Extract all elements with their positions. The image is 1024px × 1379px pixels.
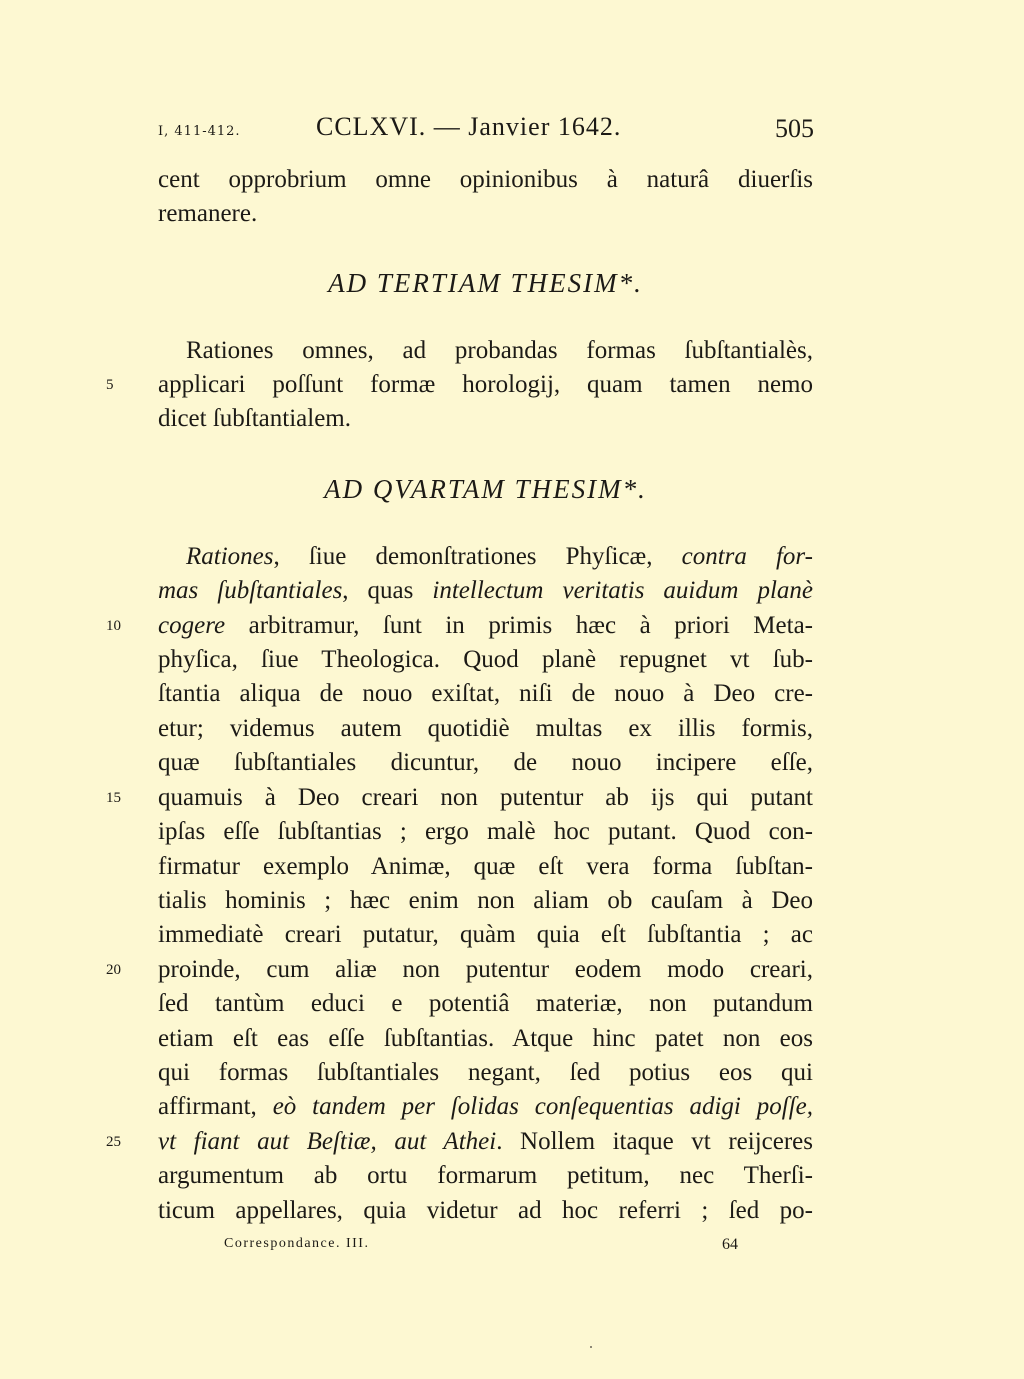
line-number: 5 bbox=[106, 377, 114, 393]
text-line bbox=[158, 1090, 813, 1124]
text-line: argumentum ab ortu formarum petitum, nec Therſi- bbox=[158, 1162, 813, 1189]
text-segment: , ſiue demonſtrationes Phyſicæ, bbox=[273, 543, 682, 570]
text-line bbox=[158, 574, 813, 608]
text-line bbox=[186, 540, 813, 574]
text-segment: affirmant, bbox=[158, 1093, 273, 1120]
text-line: Rationes omnes, ad probandas formas ſubſtantialès, bbox=[186, 337, 813, 364]
text-line: ipſas eſſe ſubſtantias ; ergo malè hoc putant. Quod con- bbox=[158, 818, 813, 845]
text-line: cent opprobrium omne opinionibus à naturâ diuerſis bbox=[158, 166, 813, 193]
text-line: quæ ſubſtantiales dicuntur, de nouo incipere eſſe, bbox=[158, 749, 813, 776]
italic-text: vt fiant aut Beſtiæ, aut Athei bbox=[158, 1128, 497, 1155]
line-number: 20 bbox=[106, 962, 121, 978]
text-line: proinde, cum aliæ non putentur eodem modo creari, bbox=[158, 956, 813, 983]
text-line: dicet ſubſtantialem. bbox=[158, 405, 351, 432]
text-line: quamuis à Deo creari non putentur ab ijs qui putant bbox=[158, 784, 813, 811]
page-reference: I, 411-412. bbox=[158, 124, 241, 139]
text-line: ſtantia aliqua de nouo exiſtat, niſi de nouo à Deo cre- bbox=[158, 680, 813, 707]
paper-speck bbox=[590, 1346, 592, 1348]
italic-text: mas ſubſtantiales bbox=[158, 577, 343, 604]
line-number: 10 bbox=[106, 618, 121, 634]
italic-text: cogere bbox=[158, 612, 226, 639]
line-number: 25 bbox=[106, 1134, 121, 1150]
running-title: CCLXVI. — Janvier 1642. bbox=[316, 112, 622, 141]
italic-text: eò tandem per ſolidas conſequentias adigi poſſe, bbox=[272, 1093, 813, 1120]
text-line: tialis hominis ; hæc enim non aliam ob cauſam à Deo bbox=[158, 887, 813, 914]
text-line: etur; videmus autem quotidiè multas ex illis formis, bbox=[158, 715, 813, 742]
text-line: immediatè creari putatur, quàm quia eſt ſubſtantia ; ac bbox=[158, 921, 813, 948]
text-line: ticum appellares, quia videtur ad hoc referri ; ſed po- bbox=[158, 1197, 813, 1224]
text-line: phyſica, ſiue Theologica. Quod planè repugnet vt ſub- bbox=[158, 646, 813, 673]
running-header bbox=[158, 112, 814, 152]
text-line: remanere. bbox=[158, 200, 258, 227]
sheet-number: 64 bbox=[722, 1236, 738, 1253]
section-heading: AD QVARTAM THESIM*. bbox=[324, 474, 647, 504]
text-line bbox=[158, 1125, 813, 1159]
signature-mark: Correspondance. III. bbox=[224, 1236, 370, 1251]
line-number: 15 bbox=[106, 790, 121, 806]
section-heading: AD TERTIAM THESIM*. bbox=[328, 268, 643, 298]
italic-text: Rationes bbox=[186, 543, 274, 570]
text-line: qui formas ſubſtantiales negant, ſed potius eos qui bbox=[158, 1059, 813, 1086]
text-segment: . Nollem itaque vt reijceres bbox=[496, 1128, 813, 1155]
text-line: etiam eſt eas eſſe ſubſtantias. Atque hinc patet non eos bbox=[158, 1025, 813, 1052]
text-segment: arbitramur, ſunt in primis hæc à priori Meta- bbox=[225, 612, 813, 639]
text-line: firmatur exemplo Animæ, quæ eſt vera forma ſubſtan- bbox=[158, 853, 813, 880]
text-line bbox=[158, 609, 813, 643]
text-line: applicari poſſunt formæ horologij, quam tamen nemo bbox=[158, 371, 813, 398]
page-number: 505 bbox=[775, 114, 814, 143]
text-segment: , quas bbox=[342, 577, 433, 604]
italic-text: contra for- bbox=[681, 543, 813, 570]
italic-text: intellectum veritatis auidum planè bbox=[432, 577, 813, 604]
text-line: ſed tantùm educi e potentiâ materiæ, non putandum bbox=[158, 990, 813, 1017]
